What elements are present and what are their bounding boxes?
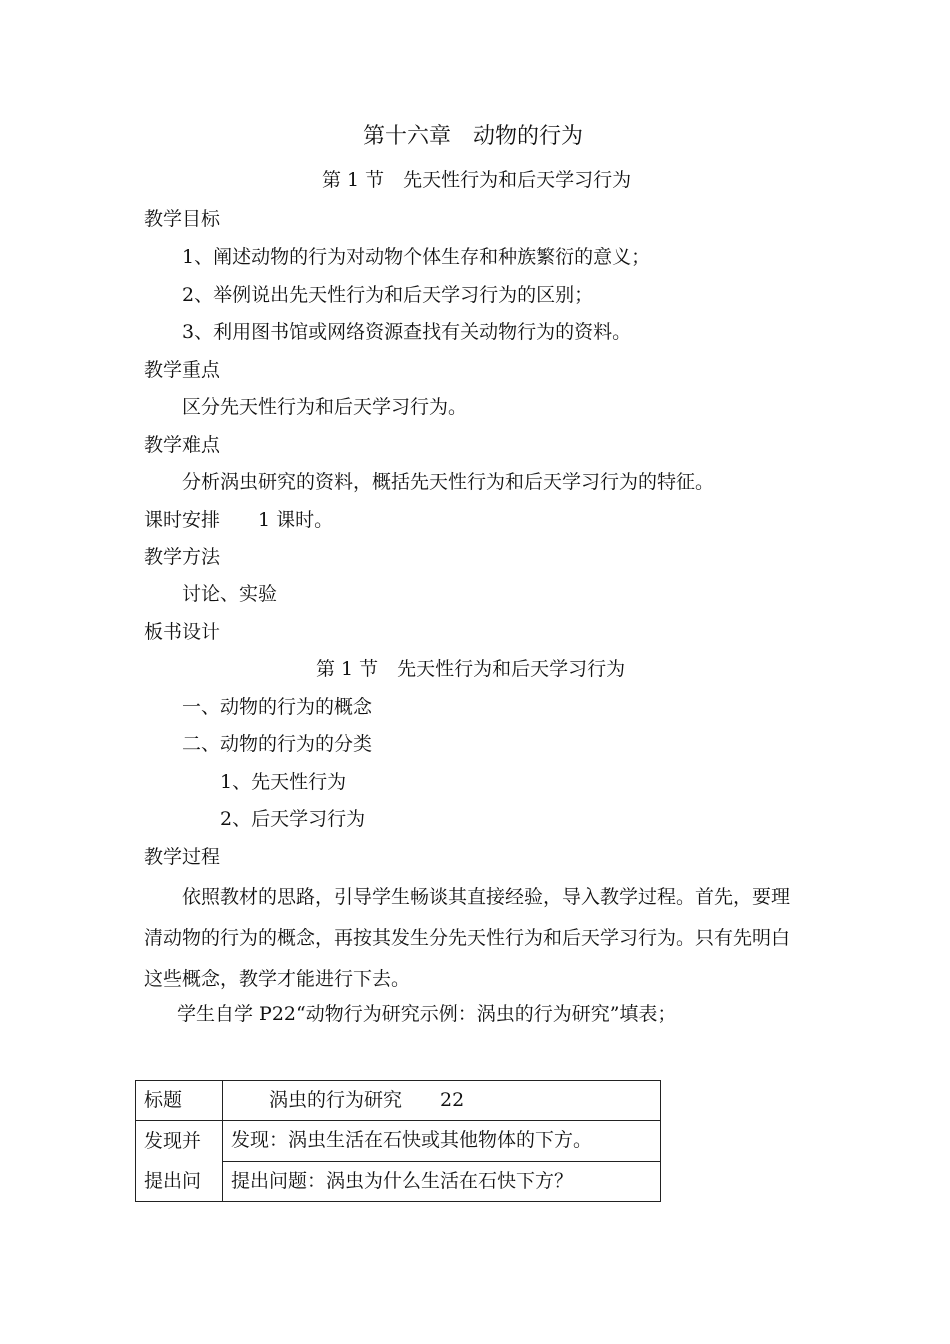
process-line2: 学生自学 P22“动物行为研究示例：涡虫的行为研究”填表；	[177, 1003, 677, 1025]
table-cell-label	[136, 1121, 223, 1202]
schedule-label: 课时安排	[144, 509, 221, 531]
table-label-line: 提出问	[144, 1170, 202, 1192]
board-subitem: 1、先天性行为	[220, 771, 347, 793]
table-row	[136, 1081, 661, 1121]
board-item: 二、动物的行为的分类	[182, 733, 373, 755]
table-cell-value: 提出问题：涡虫为什么生活在石快下方？	[223, 1161, 661, 1202]
chapter-title: 第十六章 动物的行为	[363, 124, 584, 149]
key-points-text: 区分先天性行为和后天学习行为。	[182, 396, 468, 418]
section-title: 第 1 节 先天性行为和后天学习行为	[322, 169, 632, 191]
difficulties-heading: 教学难点	[144, 434, 221, 456]
process-paragraph: 依照教材的思路，引导学生畅谈其直接经验，导入教学过程。首先，要理清动物的行为的概念，再按其发生分先天性行为和后天学习行为。只有先明白这些概念，教学才能进行下去。	[144, 886, 791, 990]
difficulties-text: 分析涡虫研究的资料，概括先天性行为和后天学习行为的特征。	[182, 471, 715, 493]
worksheet-table	[135, 1080, 661, 1202]
board-subitem: 2、后天学习行为	[220, 808, 366, 830]
board-heading: 板书设计	[144, 621, 221, 643]
table-cell-value: 涡虫的行为研究 22	[223, 1081, 661, 1121]
objective-item: 3、利用图书馆或网络资源查找有关动物行为的资料。	[182, 321, 632, 343]
objective-item: 1、阐述动物的行为对动物个体生存和种族繁衍的意义；	[182, 246, 651, 268]
methods-text: 讨论、实验	[182, 583, 278, 605]
objectives-heading: 教学目标	[144, 208, 221, 230]
methods-heading: 教学方法	[144, 546, 221, 568]
objective-item: 2、举例说出先天性行为和后天学习行为的区别；	[182, 284, 594, 306]
table-row	[136, 1121, 661, 1162]
table-label-line: 发现并	[144, 1130, 202, 1152]
board-title: 第 1 节 先天性行为和后天学习行为	[316, 658, 626, 680]
schedule-value: 1 课时。	[258, 509, 334, 531]
key-points-heading: 教学重点	[144, 359, 221, 381]
board-item: 一、动物的行为的概念	[182, 696, 373, 718]
table-cell-label: 标题	[136, 1081, 223, 1121]
table-cell-value: 发现：涡虫生活在石快或其他物体的下方。	[223, 1121, 661, 1162]
process-heading: 教学过程	[144, 846, 221, 868]
